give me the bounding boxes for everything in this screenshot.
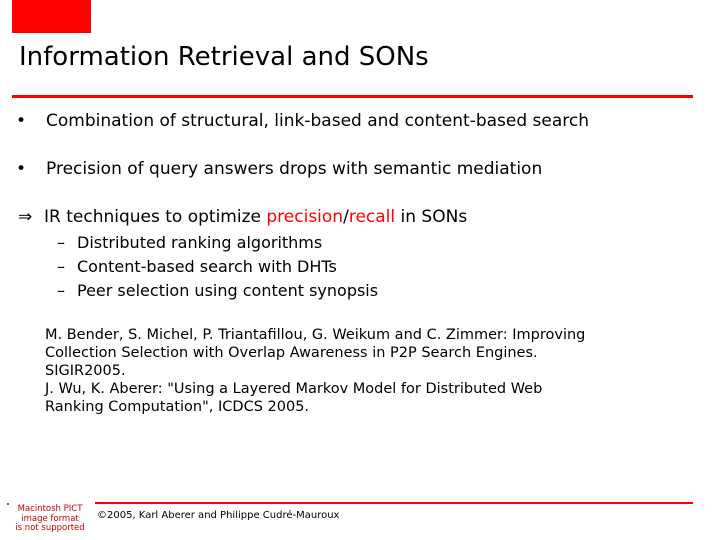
dash-marker: – bbox=[57, 233, 65, 252]
title-underline bbox=[12, 95, 693, 98]
sub-bullet-item bbox=[57, 281, 378, 300]
implication-suffix: in SONs bbox=[395, 207, 468, 227]
unsupported-image-placeholder bbox=[6, 505, 94, 538]
sub-bullet-text: Content-based search with DHTs bbox=[77, 257, 337, 276]
recall-highlight: recall bbox=[348, 207, 396, 227]
bullet-item bbox=[16, 111, 676, 132]
references-block bbox=[45, 326, 685, 416]
bullet-text: Precision of query answers drops with semantic mediation bbox=[46, 159, 543, 179]
implies-arrow-icon: ⇒ bbox=[18, 207, 33, 227]
bullet-marker: • bbox=[16, 111, 27, 131]
pict-line: is not supported bbox=[15, 523, 85, 533]
footer-copyright: ©2005, Karl Aberer and Philippe Cudré-Mauroux bbox=[97, 510, 340, 521]
reference-line: Ranking Computation", ICDCS 2005. bbox=[45, 399, 310, 415]
slide-title: Information Retrieval and SONs bbox=[19, 42, 429, 72]
implication-separator: / bbox=[343, 207, 349, 227]
sub-bullet-text: Peer selection using content synopsis bbox=[77, 281, 379, 300]
footer-rule bbox=[95, 502, 693, 504]
bullet-marker: • bbox=[16, 159, 27, 179]
implication-prefix: IR techniques to optimize bbox=[44, 207, 267, 227]
reference-line: SIGIR2005. bbox=[45, 363, 126, 379]
dash-marker: – bbox=[57, 257, 65, 276]
header-accent-block bbox=[12, 0, 91, 33]
sub-bullet-item bbox=[57, 233, 322, 252]
reference-line: M. Bender, S. Michel, P. Triantafillou, G. Weikum and C. Zimmer: Improving bbox=[45, 327, 586, 343]
reference-line: J. Wu, K. Aberer: "Using a Layered Markov Model for Distributed Web bbox=[45, 381, 543, 397]
sub-bullet-item bbox=[57, 257, 337, 276]
bullet-text: Combination of structural, link-based and content-based search bbox=[46, 111, 590, 131]
implication-line bbox=[18, 207, 467, 227]
pict-line: Macintosh PICT bbox=[17, 504, 83, 514]
sub-bullet-text: Distributed ranking algorithms bbox=[77, 233, 323, 252]
dash-marker: – bbox=[57, 281, 65, 300]
reference-line: Collection Selection with Overlap Awareness in P2P Search Engines. bbox=[45, 345, 538, 361]
pict-line: image format bbox=[21, 513, 79, 524]
precision-highlight: precision bbox=[266, 207, 344, 227]
bullet-item bbox=[16, 159, 676, 180]
